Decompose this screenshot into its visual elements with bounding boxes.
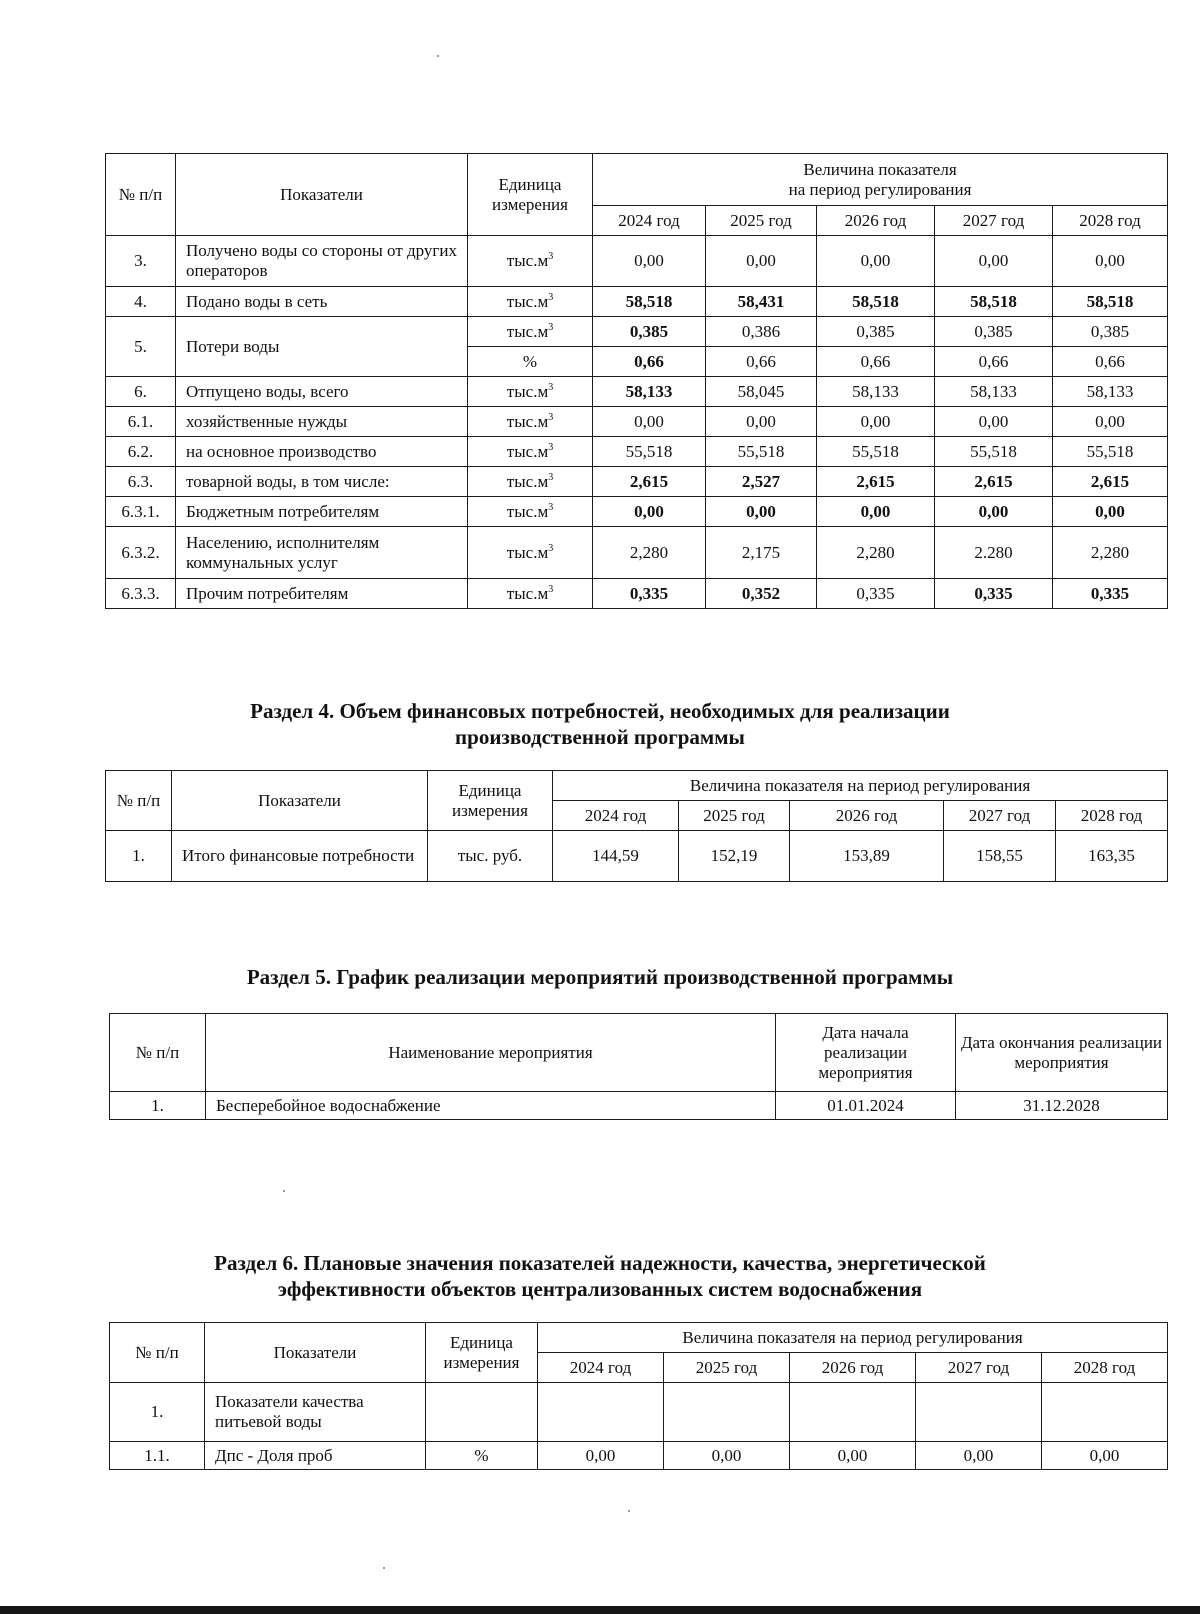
- row-value: 58,431: [706, 287, 817, 317]
- row-value: [1042, 1383, 1168, 1442]
- row-start: 01.01.2024: [776, 1092, 956, 1120]
- header-num: № п/п: [106, 771, 172, 831]
- row-value: 0,00: [817, 236, 935, 287]
- table-row: [106, 236, 1168, 287]
- header-num: № п/п: [110, 1323, 205, 1383]
- header-unit: Единица измерения: [426, 1323, 538, 1383]
- row-num: 6.3.: [106, 467, 176, 497]
- scan-speck: [383, 1567, 385, 1569]
- row-name: Получено воды со стороны от других операторов: [176, 236, 468, 287]
- row-num: 1.: [110, 1092, 206, 1120]
- row-unit: %: [468, 347, 593, 377]
- row-name: Итого финансовые потребности: [172, 831, 428, 882]
- row-num: 5.: [106, 317, 176, 377]
- row-value: 0,335: [593, 579, 706, 609]
- row-value: 2,615: [593, 467, 706, 497]
- row-name: Населению, исполнителям коммунальных услуг: [176, 527, 468, 579]
- header-value-line1: Величина показателя: [803, 159, 957, 179]
- row-value: 0,00: [935, 497, 1053, 527]
- row-value: 0,00: [1053, 236, 1168, 287]
- row-num: 1.: [106, 831, 172, 882]
- header-year: 2027 год: [916, 1353, 1042, 1383]
- header-year: 2024 год: [593, 206, 706, 236]
- row-value: 0,00: [706, 407, 817, 437]
- row-name: Бюджетным потребителям: [176, 497, 468, 527]
- row-name: хозяйственные нужды: [176, 407, 468, 437]
- row-value: 0,00: [706, 497, 817, 527]
- row-value: 0,385: [593, 317, 706, 347]
- header-indicator: Показатели: [205, 1323, 426, 1383]
- row-value: 58,518: [593, 287, 706, 317]
- row-value: 0,00: [817, 497, 935, 527]
- row-value: 152,19: [679, 831, 790, 882]
- row-value: 0,66: [817, 347, 935, 377]
- row-value: 0,386: [706, 317, 817, 347]
- row-unit: $тыс.м^3$: [468, 407, 593, 437]
- reliability-table: [109, 1322, 1168, 1470]
- header-value: [593, 154, 1168, 206]
- row-num: 1.: [110, 1383, 205, 1442]
- row-num: 6.3.2.: [106, 527, 176, 579]
- header-year: 2027 год: [935, 206, 1053, 236]
- row-value: 0,335: [935, 579, 1053, 609]
- header-num: № п/п: [110, 1014, 206, 1092]
- header-value: Величина показателя на период регулирования: [553, 771, 1168, 801]
- row-value: 0,00: [593, 497, 706, 527]
- table-row: [106, 287, 1168, 317]
- row-name: товарной воды, в том числе:: [176, 467, 468, 497]
- row-num: 3.: [106, 236, 176, 287]
- header-start: Дата начала реализации мероприятия: [776, 1014, 956, 1092]
- row-num: 4.: [106, 287, 176, 317]
- scan-speck: [628, 1510, 630, 1512]
- row-value: 0,00: [935, 407, 1053, 437]
- row-value: 58,133: [1053, 377, 1168, 407]
- row-value: 2,615: [1053, 467, 1168, 497]
- row-value: 2,280: [817, 527, 935, 579]
- header-year: 2024 год: [553, 801, 679, 831]
- row-value: 55,518: [706, 437, 817, 467]
- table-row: [106, 831, 1168, 882]
- row-value: 0,00: [706, 236, 817, 287]
- row-value: [664, 1383, 790, 1442]
- header-year: 2027 год: [944, 801, 1056, 831]
- row-value: 58,133: [593, 377, 706, 407]
- row-value: 0,385: [935, 317, 1053, 347]
- header-year: 2026 год: [817, 206, 935, 236]
- row-value: [916, 1383, 1042, 1442]
- row-value: 0,66: [935, 347, 1053, 377]
- row-value: 58,133: [935, 377, 1053, 407]
- row-value: 0,335: [1053, 579, 1168, 609]
- row-value: 0,00: [1053, 497, 1168, 527]
- header-year: 2026 год: [790, 801, 944, 831]
- header-unit: Единица измерения: [468, 154, 593, 236]
- row-name: Прочим потребителям: [176, 579, 468, 609]
- row-value: 0,385: [1053, 317, 1168, 347]
- row-value: 2.280: [935, 527, 1053, 579]
- row-name: Показатели качества питьевой воды: [205, 1383, 426, 1442]
- table-row: [106, 579, 1168, 609]
- row-end: 31.12.2028: [956, 1092, 1168, 1120]
- row-value: 0,00: [593, 236, 706, 287]
- row-value: 144,59: [553, 831, 679, 882]
- row-value: 2,280: [593, 527, 706, 579]
- row-unit: $тыс.м^3$: [468, 236, 593, 287]
- header-indicator: Показатели: [172, 771, 428, 831]
- header-value: Величина показателя на период регулирования: [538, 1323, 1168, 1353]
- row-value: 0,66: [593, 347, 706, 377]
- row-value: 0,00: [790, 1442, 916, 1470]
- row-value: 0,00: [1042, 1442, 1168, 1470]
- row-value: 0,00: [664, 1442, 790, 1470]
- table-row: [110, 1092, 1168, 1120]
- row-value: 163,35: [1056, 831, 1168, 882]
- header-unit: Единица измерения: [428, 771, 553, 831]
- row-unit: $тыс.м^3$: [468, 467, 593, 497]
- scan-speck: [437, 55, 439, 57]
- row-num: 6.: [106, 377, 176, 407]
- header-year: 2025 год: [664, 1353, 790, 1383]
- table-row: [106, 527, 1168, 579]
- header-year: 2028 год: [1053, 206, 1168, 236]
- row-value: 0,335: [817, 579, 935, 609]
- row-value: 58,518: [817, 287, 935, 317]
- row-value: 158,55: [944, 831, 1056, 882]
- header-year: 2024 год: [538, 1353, 664, 1383]
- header-end: Дата окончания реализации мероприятия: [956, 1014, 1168, 1092]
- row-value: 55,518: [935, 437, 1053, 467]
- header-value-line2: на период регулирования: [788, 179, 972, 199]
- table-row: [106, 467, 1168, 497]
- header-year: 2028 год: [1042, 1353, 1168, 1383]
- row-name: Потери воды: [176, 317, 468, 377]
- row-value: [538, 1383, 664, 1442]
- row-unit: $тыс.м^3$: [468, 287, 593, 317]
- header-name: Наименование мероприятия: [206, 1014, 776, 1092]
- table-row: [106, 317, 1168, 347]
- row-value: 55,518: [593, 437, 706, 467]
- row-value: [790, 1383, 916, 1442]
- table-row: [110, 1383, 1168, 1442]
- row-unit: тыс. руб.: [428, 831, 553, 882]
- header-year: 2025 год: [679, 801, 790, 831]
- row-unit: $тыс.м^3$: [468, 437, 593, 467]
- schedule-table: [109, 1013, 1168, 1120]
- section4-title: Раздел 4. Объем финансовых потребностей, необходимых для реализации производственной программы: [250, 699, 950, 749]
- row-value: 0,00: [817, 407, 935, 437]
- row-value: 0,00: [1053, 407, 1168, 437]
- row-name: Подано воды в сеть: [176, 287, 468, 317]
- row-value: 55,518: [1053, 437, 1168, 467]
- row-value: 2,527: [706, 467, 817, 497]
- row-unit: $тыс.м^3$: [468, 497, 593, 527]
- section6-title: Раздел 6. Плановые значения показателей надежности, качества, энергетической эффективности объектов централизованных систем водоснабжения: [214, 1251, 986, 1301]
- section5-title: Раздел 5. График реализации мероприятий производственной программы: [246, 965, 954, 989]
- row-num: 6.3.1.: [106, 497, 176, 527]
- header-num: № п/п: [106, 154, 176, 236]
- row-value: 58,518: [935, 287, 1053, 317]
- table-row: [106, 497, 1168, 527]
- financial-needs-table: [105, 770, 1168, 882]
- row-num: 6.2.: [106, 437, 176, 467]
- row-unit: $тыс.м^3$: [468, 527, 593, 579]
- row-unit: [426, 1383, 538, 1442]
- water-balance-table: [105, 153, 1168, 609]
- row-value: 58,045: [706, 377, 817, 407]
- row-num: 1.1.: [110, 1442, 205, 1470]
- row-value: 2,175: [706, 527, 817, 579]
- row-value: 58,518: [1053, 287, 1168, 317]
- row-name: на основное производство: [176, 437, 468, 467]
- scan-bottom-edge: [0, 1606, 1200, 1614]
- row-unit: $тыс.м^3$: [468, 579, 593, 609]
- row-value: 58,133: [817, 377, 935, 407]
- table-row: [110, 1442, 1168, 1470]
- row-value: 55,518: [817, 437, 935, 467]
- row-unit: $тыс.м^3$: [468, 377, 593, 407]
- row-num: 6.1.: [106, 407, 176, 437]
- row-value: 0,00: [935, 236, 1053, 287]
- header-year: 2025 год: [706, 206, 817, 236]
- row-value: 0,66: [1053, 347, 1168, 377]
- row-value: 2,615: [817, 467, 935, 497]
- header-indicator: Показатели: [176, 154, 468, 236]
- header-year: 2026 год: [790, 1353, 916, 1383]
- scan-speck: [283, 1190, 285, 1192]
- row-value: 2,615: [935, 467, 1053, 497]
- row-value: 153,89: [790, 831, 944, 882]
- row-value: 2,280: [1053, 527, 1168, 579]
- table-row: [106, 377, 1168, 407]
- row-value: 0,352: [706, 579, 817, 609]
- row-name: Бесперебойное водоснабжение: [206, 1092, 776, 1120]
- row-unit: %: [426, 1442, 538, 1470]
- row-name: Отпущено воды, всего: [176, 377, 468, 407]
- row-value: 0,00: [916, 1442, 1042, 1470]
- row-value: 0,00: [593, 407, 706, 437]
- row-value: 0,385: [817, 317, 935, 347]
- row-value: 0,00: [538, 1442, 664, 1470]
- row-unit: $тыс.м^3$: [468, 317, 593, 347]
- row-num: 6.3.3.: [106, 579, 176, 609]
- table-row: [106, 437, 1168, 467]
- row-value: 0,66: [706, 347, 817, 377]
- header-year: 2028 год: [1056, 801, 1168, 831]
- table-row: [106, 407, 1168, 437]
- row-name: Дпс - Доля проб: [205, 1442, 426, 1470]
